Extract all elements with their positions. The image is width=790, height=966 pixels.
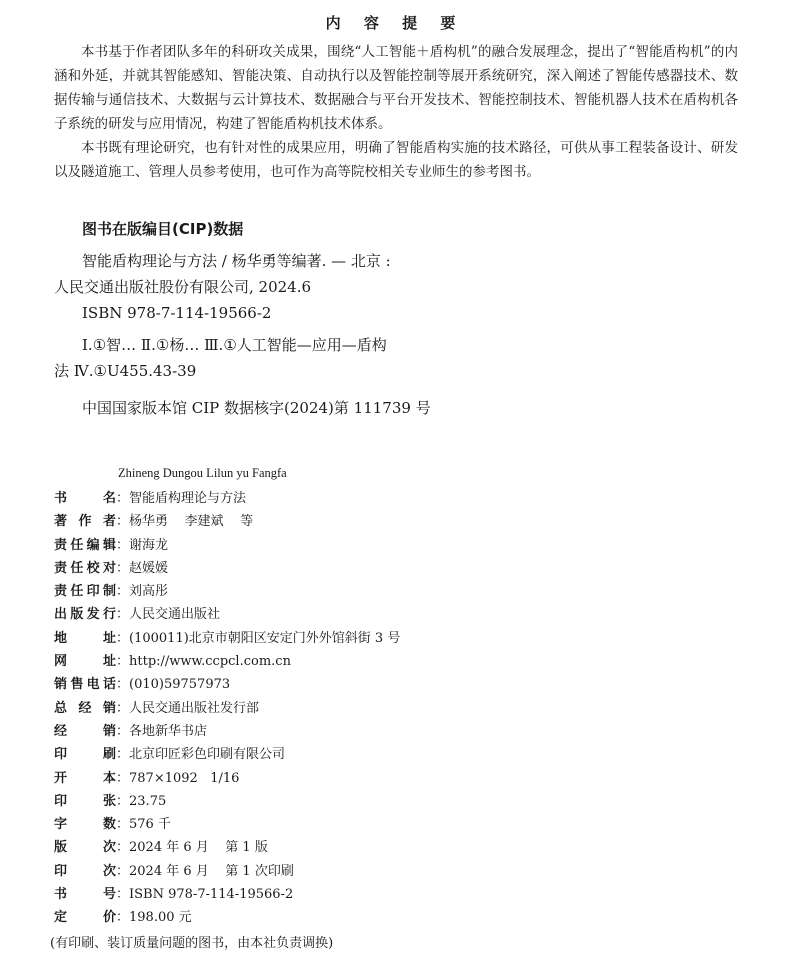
colophon-row-proofreader [54,557,400,580]
colophon-label: 责任校对 [54,560,116,576]
colophon-colon: ： [116,607,130,623]
summary-title: 内 容 提 要 [325,14,465,32]
colophon-colon: ： [116,723,130,739]
cip-record [54,248,494,384]
colophon-colon: ： [116,514,130,530]
cip-line-isbn: ISBN 978-7-114-19566-2 [82,304,272,322]
colophon-label: 版次 [54,840,116,856]
colophon-value: 赵媛媛 [129,560,169,576]
cip-notice: 中国国家版本馆 CIP 数据核字(2024)第 111739 号 [82,399,431,417]
colophon-colon: ： [116,630,130,646]
colophon-value: 人民交通出版社 [129,607,221,623]
colophon-colon: ： [116,584,130,600]
colophon-row-price [54,906,400,929]
colophon-value: 576 千 [129,817,171,833]
colophon-label: 书名 [54,491,116,506]
colophon-row-title [54,487,400,510]
colophon-colon: ： [116,491,130,506]
colophon-value: 2024 年 6 月 第 1 版 [129,840,268,856]
colophon-row-print-supervisor [54,580,400,603]
colophon-row-isbn [54,883,400,906]
colophon-label: 书号 [54,887,116,903]
colophon-row-sheets [54,790,400,813]
colophon-value: 智能盾构理论与方法 [129,491,247,506]
colophon-colon: ： [116,560,130,576]
colophon-row-publisher [54,603,400,626]
colophon-colon: ： [116,840,130,856]
pinyin-title: Zhineng Dungou Lilun yu Fangfa [118,466,287,480]
summary-body [54,40,738,184]
colophon-row-authors [54,510,400,533]
colophon-colon: ： [116,887,130,903]
colophon-label: 印次 [54,863,116,879]
cip-line-title: 智能盾构理论与方法 / 杨华勇等编著. — 北京 : [82,252,391,270]
colophon-label: 字数 [54,817,116,833]
colophon-row-word-count [54,813,400,836]
colophon-value: http://www.ccpcl.com.cn [129,654,291,670]
colophon-colon: ： [116,770,130,786]
colophon-value: 刘高彤 [129,584,169,600]
colophon-label: 定价 [54,910,116,926]
colophon-label: 印张 [54,793,116,809]
colophon-label: 经销 [54,723,116,739]
colophon-row-editor [54,534,400,557]
colophon-value: 谢海龙 [129,537,169,553]
colophon [54,487,400,930]
colophon-colon: ： [116,747,130,763]
colophon-value: 杨华勇 李建斌 等 [129,514,254,530]
summary-paragraph: 本书既有理论研究，也有针对性的成果应用，明确了智能盾构实施的技术路径，可供从事工程装备设计、研发以及隧道施工、管理人员参考使用，也可作为高等院校相关专业师生的参考图书。 [54,140,738,180]
colophon-label: 地址 [54,630,116,646]
colophon-value: 2024 年 6 月 第 1 次印刷 [129,863,294,879]
colophon-row-format [54,767,400,790]
footer-note: (有印刷、装订质量问题的图书，由本社负责调换) [50,936,334,951]
colophon-label: 印刷 [54,747,116,763]
colophon-value: 人民交通出版社发行部 [129,700,260,716]
colophon-label: 著作者 [54,514,116,530]
colophon-value: 787×1092 1/16 [129,770,240,786]
colophon-value: ISBN 978-7-114-19566-2 [129,887,294,903]
colophon-value: 23.75 [129,793,167,809]
colophon-colon: ： [116,677,130,693]
colophon-value: (100011)北京市朝阳区安定门外外馆斜街 3 号 [129,630,401,646]
colophon-value: 198.00 元 [129,910,192,926]
colophon-colon: ： [116,700,130,716]
cip-line-classification: Ⅰ.①智… Ⅱ.①杨… Ⅲ.①人工智能—应用—盾构 [82,336,387,354]
colophon-colon: ： [116,910,130,926]
colophon-row-retailer [54,720,400,743]
cip-line-classification-cont: 法 Ⅳ.①U455.43-39 [54,362,197,380]
colophon-value: 各地新华书店 [129,723,208,739]
colophon-colon: ： [116,793,130,809]
colophon-colon: ： [116,817,130,833]
cip-line-publisher: 人民交通出版社股份有限公司, 2024.6 [54,278,312,296]
colophon-colon: ： [116,863,130,879]
colophon-label: 销售电话 [54,677,116,693]
colophon-row-distributor [54,697,400,720]
colophon-row-website [54,650,400,673]
colophon-row-address [54,627,400,650]
colophon-value: 北京印匠彩色印刷有限公司 [129,747,286,763]
colophon-label: 总经销 [54,700,116,716]
colophon-value: (010)59757973 [129,677,231,693]
colophon-label: 责任编辑 [54,537,116,553]
colophon-colon: ： [116,537,130,553]
cip-heading: 图书在版编目(CIP)数据 [82,220,244,238]
colophon-row-phone [54,673,400,696]
colophon-colon: ： [116,654,130,670]
colophon-label: 开本 [54,770,116,786]
colophon-row-printer [54,743,400,766]
colophon-row-impression [54,860,400,883]
colophon-row-edition [54,836,400,859]
summary-paragraph: 本书基于作者团队多年的科研攻关成果，围绕“人工智能＋盾构机”的融合发展理念，提出了“智能盾构机”的内涵和外延，并就其智能感知、智能决策、自动执行以及智能控制等展开系统研究，深入阐述了智能传感器技术、数据传输与通信技术、大数据与云计算技术、数据融合与平台开发技术、智能控制技术、智能机器人技术在盾构机各子系统的研发与应用情况，构建了智能盾构机技术体系。 [54,44,738,132]
colophon-label: 责任印制 [54,584,116,600]
colophon-label: 网址 [54,654,116,670]
colophon-label: 出版发行 [54,607,116,623]
